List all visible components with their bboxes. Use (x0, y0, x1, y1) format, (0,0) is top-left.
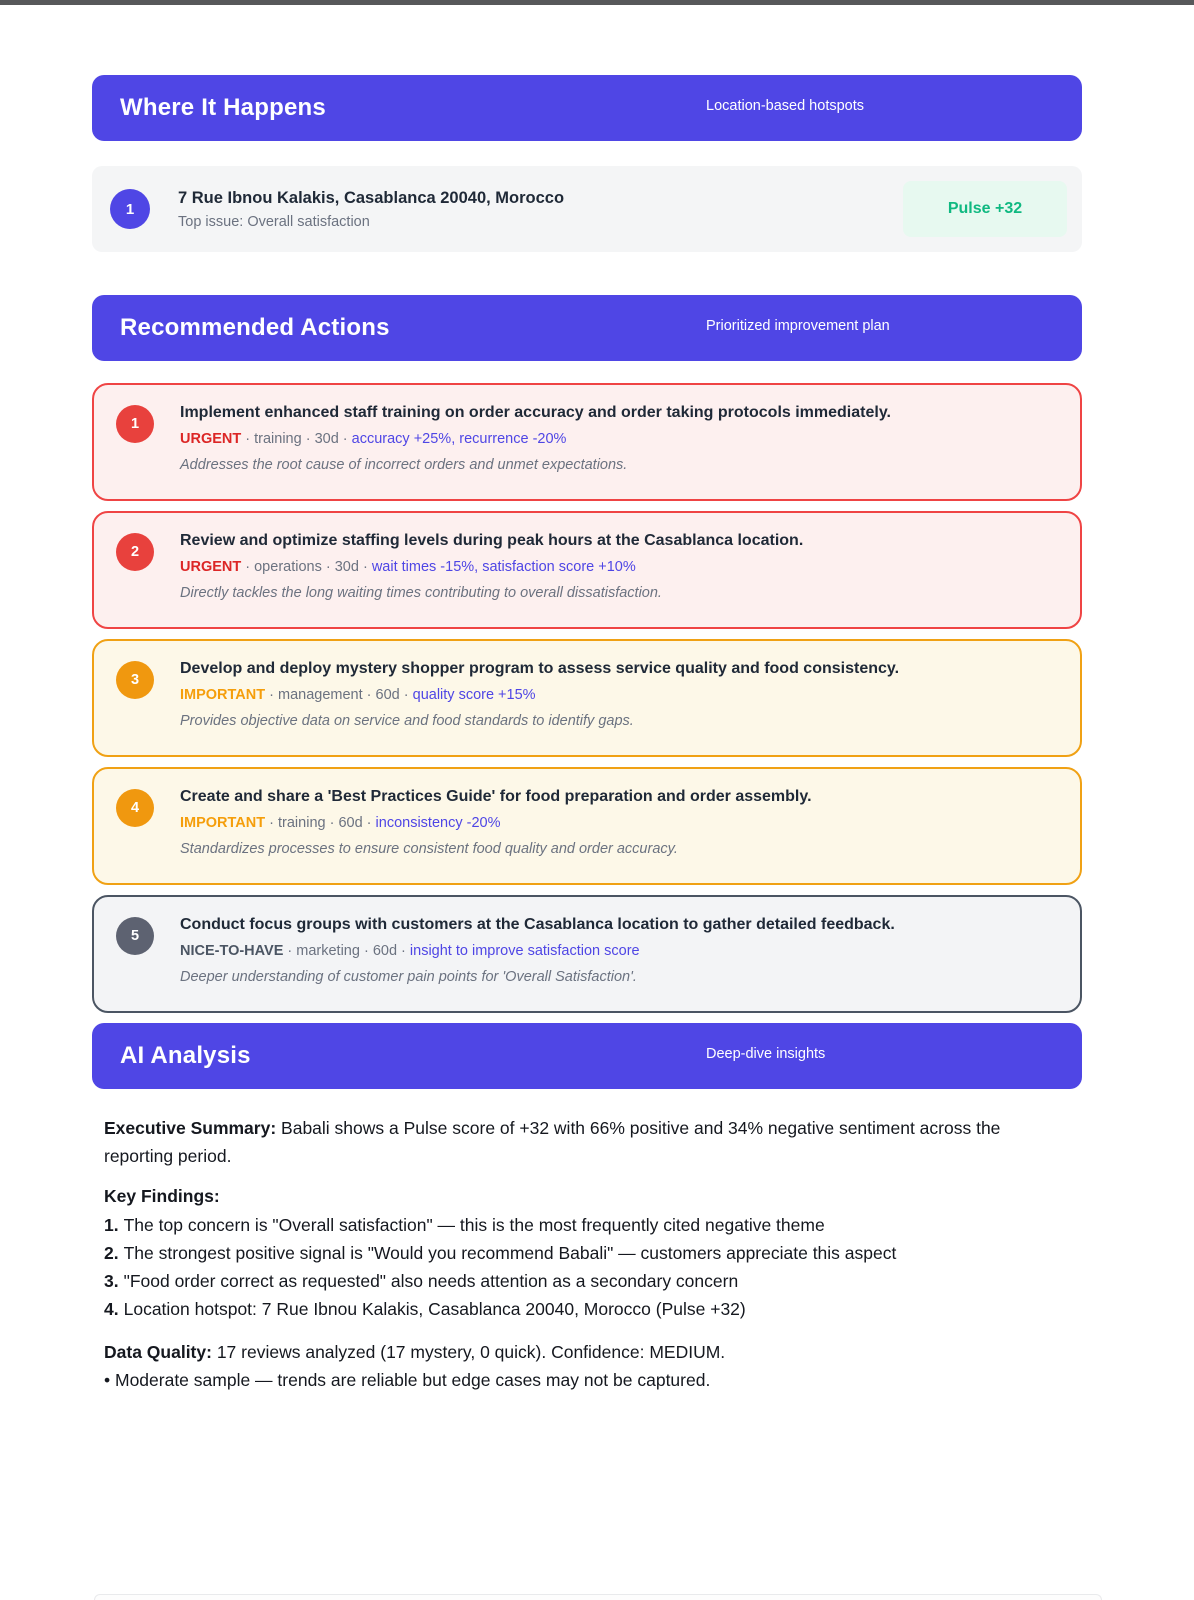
action-rank-number: 4 (130, 800, 140, 816)
key-finding-number: 2. (104, 1243, 119, 1264)
spacer (92, 252, 1082, 295)
section-header-recommended-actions (92, 295, 1082, 361)
action-rank-badge (116, 533, 154, 571)
report-content (92, 75, 1082, 1395)
section-subtitle: Deep-dive insights (706, 1046, 826, 1063)
action-meta-details: · training · 60d · (265, 815, 376, 831)
action-priority: URGENT (180, 431, 242, 447)
action-description: Deeper understanding of customer pain points for 'Overall Satisfaction'. (180, 969, 637, 985)
action-meta (180, 815, 812, 831)
action-rank-badge (116, 405, 154, 443)
action-meta-details: · marketing · 60d · (283, 943, 410, 959)
action-description: Provides objective data on service and food standards to identify gaps. (180, 713, 634, 729)
hotspot-rank-badge (110, 189, 150, 229)
action-rank-number: 1 (130, 416, 140, 432)
key-finding-text: "Food order correct as requested" also needs attention as a secondary concern (123, 1271, 739, 1292)
action-rank-badge (116, 789, 154, 827)
action-body (180, 660, 899, 740)
section-subtitle: Prioritized improvement plan (706, 318, 890, 335)
action-card (92, 639, 1082, 757)
hotspot-address: 7 Rue Ibnou Kalakis, Casablanca 20040, Morocco (178, 188, 565, 207)
action-impact: wait times -15%, satisfaction score +10% (371, 559, 636, 575)
action-card (92, 767, 1082, 885)
action-priority: NICE-TO-HAVE (180, 943, 284, 959)
section-header-ai-analysis (92, 1023, 1082, 1089)
next-section-edge (94, 1594, 1102, 1600)
key-finding-item (104, 1239, 1042, 1267)
data-quality-label: Data Quality: (104, 1342, 212, 1363)
action-title: Conduct focus groups with customers at the Casablanca location to gather detailed feedback. (180, 916, 895, 933)
key-finding-number: 1. (104, 1215, 119, 1236)
action-meta (180, 687, 899, 703)
action-priority: IMPORTANT (180, 815, 266, 831)
hotspot-rank-number: 1 (125, 200, 135, 218)
action-rank-badge (116, 917, 154, 955)
section-header-where-it-happens (92, 75, 1082, 141)
section-title: Recommended Actions (120, 314, 390, 341)
action-rank-number: 2 (130, 544, 140, 560)
action-title: Implement enhanced staff training on order accuracy and order taking protocols immediately. (180, 404, 891, 421)
action-description: Standardizes processes to ensure consistent food quality and order accuracy. (180, 841, 678, 857)
key-findings-list (104, 1211, 1042, 1323)
action-priority: URGENT (180, 559, 242, 575)
pulse-score-badge: Pulse +32 (903, 181, 1067, 237)
top-window-strip (0, 0, 1194, 5)
executive-summary (104, 1115, 1042, 1170)
key-finding-item (104, 1267, 1042, 1295)
action-body (180, 916, 895, 996)
actions-list (92, 383, 1082, 1013)
key-finding-item (104, 1211, 1042, 1239)
action-meta-details: · training · 30d · (241, 431, 352, 447)
action-title: Develop and deploy mystery shopper program to assess service quality and food consistency. (180, 660, 900, 677)
hotspot-info (178, 189, 903, 230)
section-subtitle: Location-based hotspots (706, 98, 864, 115)
section-title: AI Analysis (120, 1042, 251, 1069)
action-meta (180, 943, 895, 959)
action-card (92, 895, 1082, 1013)
action-body (180, 788, 812, 868)
action-rank-number: 5 (130, 928, 140, 944)
action-title: Create and share a 'Best Practices Guide' for food preparation and order assembly. (180, 788, 812, 805)
action-impact: accuracy +25%, recurrence -20% (351, 431, 567, 447)
action-rank-badge (116, 661, 154, 699)
action-description: Addresses the root cause of incorrect orders and unmet expectations. (180, 457, 628, 473)
action-meta (180, 431, 891, 447)
action-card (92, 511, 1082, 629)
action-meta-details: · management · 60d · (265, 687, 413, 703)
data-quality-text: 17 reviews analyzed (17 mystery, 0 quick). Confidence: MEDIUM. (216, 1342, 726, 1363)
ai-analysis-body (92, 1115, 1082, 1395)
key-finding-text: Location hotspot: 7 Rue Ibnou Kalakis, Casablanca 20040, Morocco (Pulse +32) (123, 1299, 746, 1320)
executive-summary-label: Executive Summary: (104, 1118, 277, 1138)
action-body (180, 532, 803, 612)
data-quality (104, 1339, 1042, 1367)
action-rank-number: 3 (130, 672, 140, 688)
action-body (180, 404, 891, 484)
key-finding-number: 3. (104, 1271, 119, 1292)
action-title: Review and optimize staffing levels during peak hours at the Casablanca location. (180, 532, 804, 549)
action-meta-details: · operations · 30d · (241, 559, 372, 575)
data-quality-note: • Moderate sample — trends are reliable but edge cases may not be captured. (104, 1369, 711, 1390)
key-finding-text: The strongest positive signal is "Would you recommend Babali" — customers appreciate this aspect (123, 1243, 897, 1264)
executive-summary-text: Babali shows a Pulse score of +32 with 66% positive and 34% negative sentiment across the reporting period. (104, 1118, 1001, 1166)
hotspot-card (92, 166, 1082, 252)
action-priority: IMPORTANT (180, 687, 266, 703)
action-impact: inconsistency -20% (375, 815, 501, 831)
action-description: Directly tackles the long waiting times contributing to overall dissatisfaction. (180, 585, 662, 601)
hotspot-top-issue: Top issue: Overall satisfaction (178, 213, 370, 230)
action-meta (180, 559, 803, 575)
action-card (92, 383, 1082, 501)
key-finding-item (104, 1295, 1042, 1323)
action-impact: insight to improve satisfaction score (409, 943, 640, 959)
key-findings-label: Key Findings: (104, 1186, 220, 1207)
key-finding-number: 4. (104, 1299, 119, 1320)
key-finding-text: The top concern is "Overall satisfaction" — this is the most frequently cited negative theme (123, 1215, 825, 1236)
action-impact: quality score +15% (412, 687, 536, 703)
section-title: Where It Happens (120, 94, 326, 121)
